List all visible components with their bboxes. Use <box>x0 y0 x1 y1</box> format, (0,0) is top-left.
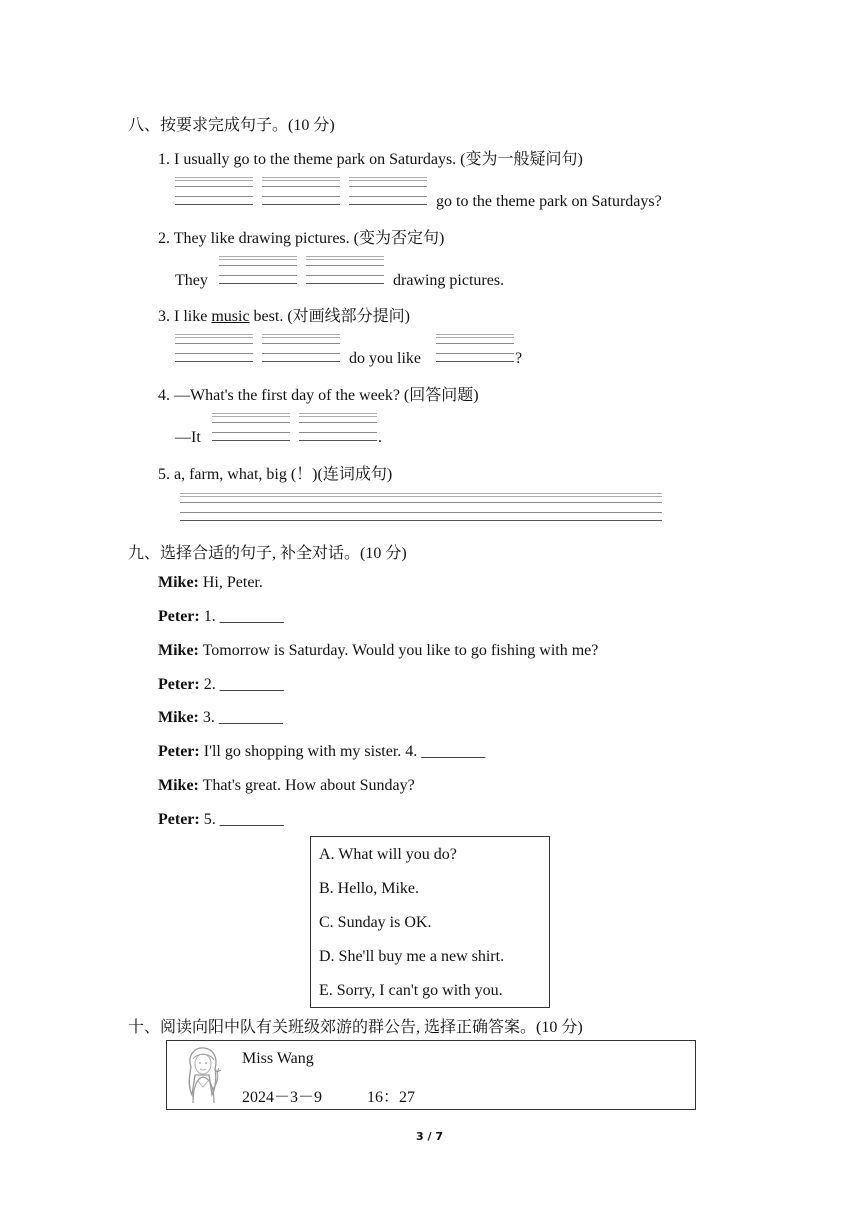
q3-mid: do you like <box>349 350 421 367</box>
section-10-heading: 十、阅读向阳中队有关班级郊游的群公告, 选择正确答案。(10 分) <box>128 1019 583 1036</box>
q4-end: . <box>378 429 382 446</box>
option-c: C. Sunday is OK. <box>319 914 432 931</box>
page-number: 3 / 7 <box>416 1130 443 1143</box>
teacher-avatar-icon <box>179 1045 225 1105</box>
q4-prompt: 4. —What's the first day of the week? (回答问题) <box>158 387 479 404</box>
group-notice-card <box>166 1040 696 1110</box>
option-d: D. She'll buy me a new shirt. <box>319 948 505 965</box>
q1-answer-blank-3[interactable] <box>349 177 427 205</box>
q2-answer-blank-1[interactable] <box>219 256 297 284</box>
q4-answer-blank-1[interactable] <box>212 413 290 441</box>
section-9-heading: 九、选择合适的句子, 补全对话。(10 分) <box>128 545 407 562</box>
q2-prompt: 2. They like drawing pictures. (变为否定句) <box>158 230 445 247</box>
q4-answer-blank-2[interactable] <box>299 413 377 441</box>
q2-lead: They <box>175 272 208 289</box>
q1-answer-blank-2[interactable] <box>262 177 340 205</box>
q5-answer-line[interactable] <box>180 493 662 521</box>
dialogue-line-3: Mike: Tomorrow is Saturday. Would you like to go fishing with me? <box>158 642 599 659</box>
option-a: A. What will you do? <box>319 846 457 863</box>
q4-lead: —It <box>175 429 201 446</box>
q3-answer-blank-2[interactable] <box>262 334 340 362</box>
q2-tail: drawing pictures. <box>393 272 505 289</box>
dialogue-line-8[interactable]: Peter: 5. ________ <box>158 811 284 828</box>
option-b: B. Hello, Mike. <box>319 880 419 897</box>
options-box <box>310 836 550 1008</box>
dialogue-line-1: Mike: Hi, Peter. <box>158 574 263 591</box>
q3-answer-blank-3[interactable] <box>436 334 514 362</box>
q1-prompt: 1. I usually go to the theme park on Saturdays. (变为一般疑问句) <box>158 151 583 168</box>
dialogue-line-7: Mike: That's great. How about Sunday? <box>158 777 415 794</box>
dialogue-line-4[interactable]: Peter: 2. ________ <box>158 676 284 693</box>
notice-time: 16：27 <box>367 1089 416 1106</box>
section-8-heading: 八、按要求完成句子。(10 分) <box>128 117 335 134</box>
notice-date: 2024－3－9 <box>242 1089 323 1106</box>
dialogue-line-2[interactable]: Peter: 1. ________ <box>158 608 284 625</box>
q3-underlined-word: music <box>211 308 250 325</box>
option-e: E. Sorry, I can't go with you. <box>319 982 503 999</box>
dialogue-line-6[interactable]: Peter: I'll go shopping with my sister. 4. ________ <box>158 743 486 760</box>
q2-answer-blank-2[interactable] <box>306 256 384 284</box>
dialogue-line-5[interactable]: Mike: 3. ________ <box>158 709 283 726</box>
q1-answer-blank-1[interactable] <box>175 177 253 205</box>
notice-sender: Miss Wang <box>242 1050 314 1067</box>
q3-answer-blank-1[interactable] <box>175 334 253 362</box>
q1-tail: go to the theme park on Saturdays? <box>436 193 662 210</box>
q3-end: ? <box>515 350 523 367</box>
q3-prompt: 3. I like music best. (对画线部分提问) <box>158 308 410 325</box>
q5-prompt: 5. a, farm, what, big (！)(连词成句) <box>158 466 393 483</box>
